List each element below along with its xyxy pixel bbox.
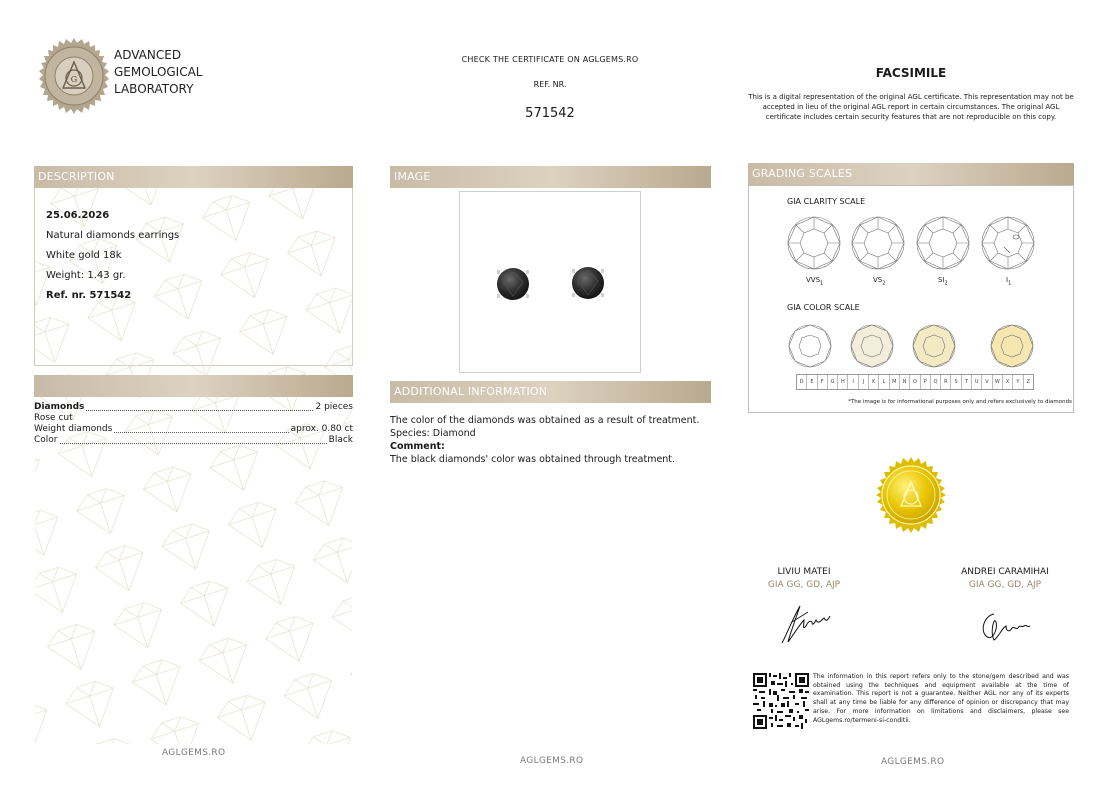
clarity-grade-sub: 2	[944, 280, 948, 287]
color-scale-diagrams	[786, 322, 1066, 370]
clarity-grade: VVS	[806, 276, 821, 284]
color-grade-cell: Q	[931, 375, 941, 389]
color-grade-cell: S	[951, 375, 961, 389]
description-line: White gold 18k	[46, 250, 122, 261]
color-grade-cell: K	[869, 375, 879, 389]
details-row	[34, 402, 353, 413]
details-value: Black	[328, 435, 353, 445]
color-grade-cell: V	[982, 375, 992, 389]
clarity-grade: I	[1006, 276, 1009, 284]
comment-label: Comment:	[390, 441, 445, 452]
color-grade-cell: R	[941, 375, 951, 389]
footer-link-center[interactable]: AGLGEMS.RO	[520, 756, 584, 766]
details-row	[34, 435, 353, 446]
additional-line: Species: Diamond	[390, 428, 476, 439]
lab-name-line: GEMOLOGICAL	[114, 65, 203, 79]
details-label: Rose cut	[34, 413, 73, 423]
color-grade-cell: O	[910, 375, 920, 389]
grading-note: *The image is for informational purposes only and refers exclusively to diamonds	[848, 399, 1072, 405]
additional-line: The color of the diamonds was obtained as a result of treatment.	[390, 415, 700, 426]
color-grade-cell: U	[972, 375, 982, 389]
color-grade-cell: G	[828, 375, 838, 389]
image-bar: IMAGE	[390, 166, 711, 188]
comment-text: The black diamonds' color was obtained through treatment.	[390, 454, 676, 465]
clarity-grade-sub: 1	[820, 280, 824, 287]
color-grade-cell: L	[879, 375, 889, 389]
facsimile-note: This is a digital representation of the original AGL certificate. This representation may not be accepted in lieu of the original AGL report in certain circumstances. The original AGL certificate includes certain security features that are not reproducible on this copy.	[748, 93, 1074, 121]
agl-seal-logo	[36, 38, 112, 114]
check-certificate-text: CHECK THE CERTIFICATE ON AGLGEMS.RO	[461, 55, 639, 64]
color-grade-cell: D	[797, 375, 807, 389]
clarity-grade-sub: 2	[882, 280, 886, 287]
color-grade-cell: P	[921, 375, 931, 389]
color-grade-cell: F	[818, 375, 828, 389]
svg-text:G: G	[70, 75, 78, 84]
ref-label: REF. NR.	[533, 80, 567, 89]
lab-name-line: ADVANCED	[114, 48, 182, 62]
clarity-scale-diagrams	[786, 215, 1066, 271]
product-image-frame	[459, 191, 641, 373]
footer-link-right[interactable]: AGLGEMS.RO	[881, 757, 945, 767]
details-row	[34, 413, 353, 424]
color-grade-cell: N	[900, 375, 910, 389]
signatory-name: ANDREI CARAMIHAI	[961, 567, 1049, 577]
color-grade-cell: X	[1003, 375, 1013, 389]
description-date: 25.06.2026	[46, 210, 110, 221]
additional-info-content	[390, 414, 711, 466]
footer-link-left[interactable]: AGLGEMS.RO	[162, 748, 226, 758]
details-value: aprox. 0.80 ct	[290, 424, 353, 434]
clarity-scale-title: GIA CLARITY SCALE	[787, 197, 866, 206]
clarity-grade: VS	[873, 276, 883, 284]
color-grade-cell: H	[838, 375, 848, 389]
description-line: Natural diamonds earrings	[46, 230, 180, 241]
clarity-grade-labels	[786, 276, 1066, 290]
signature-handwriting-2	[976, 602, 1036, 646]
description-content	[46, 206, 179, 306]
details-label: Color	[34, 435, 58, 445]
details-bar	[34, 375, 353, 397]
details-label: Diamonds	[34, 402, 85, 412]
details-label: Weight diamonds	[34, 424, 113, 434]
color-scale-title: GIA COLOR SCALE	[787, 303, 860, 312]
disclaimer-text: The information in this report refers only to the stone/gem described and was obtained using the techniques and equipment available at the time of examination. This report is not a guarantee. Neither AGL nor any of its experts shall at any time be liable for any difference of opinion or discrepancy that may arise. For more information on limitations and disclaimers, please see AGLgems.ro/termeni-si-conditii.	[813, 673, 1069, 724]
color-grade-cell: Z	[1026, 379, 1030, 385]
signature-handwriting-1	[772, 598, 836, 648]
color-scale-letters	[796, 374, 1034, 390]
color-grade-cell: Y	[1013, 375, 1023, 389]
lab-name	[114, 47, 203, 98]
facsimile-title: FACSIMILE	[875, 66, 947, 80]
color-grade-cell: J	[859, 375, 869, 389]
signatory-name: LIVIU MATEI	[777, 567, 831, 577]
description-line: Weight: 1.43 gr.	[46, 270, 126, 281]
color-grade-cell: E	[807, 375, 817, 389]
color-grade-cell: T	[962, 375, 972, 389]
qr-code[interactable]	[753, 673, 809, 729]
description-bar: DESCRIPTION	[34, 166, 353, 188]
lab-name-line: LABORATORY	[114, 82, 194, 96]
signatory-credentials: GIA GG, GD, AJP	[767, 580, 841, 590]
grading-scales-bar: GRADING SCALES	[748, 163, 1074, 185]
additional-info-bar: ADDITIONAL INFORMATION	[390, 381, 711, 403]
gold-seal-icon	[872, 456, 950, 534]
signatory-credentials: GIA GG, GD, AJP	[968, 580, 1042, 590]
color-grade-cell: M	[890, 375, 900, 389]
color-grade-cell: I	[848, 375, 858, 389]
details-table	[34, 402, 353, 446]
description-ref: Ref. nr. 571542	[46, 290, 132, 301]
clarity-grade-sub: 1	[1008, 280, 1012, 287]
clarity-grade: SI	[938, 276, 945, 284]
black-diamond-earrings-image	[460, 192, 640, 372]
color-grade-cell: W	[993, 375, 1003, 389]
details-value: 2 pieces	[315, 402, 353, 412]
ref-number: 571542	[525, 106, 575, 121]
details-row	[34, 424, 353, 435]
